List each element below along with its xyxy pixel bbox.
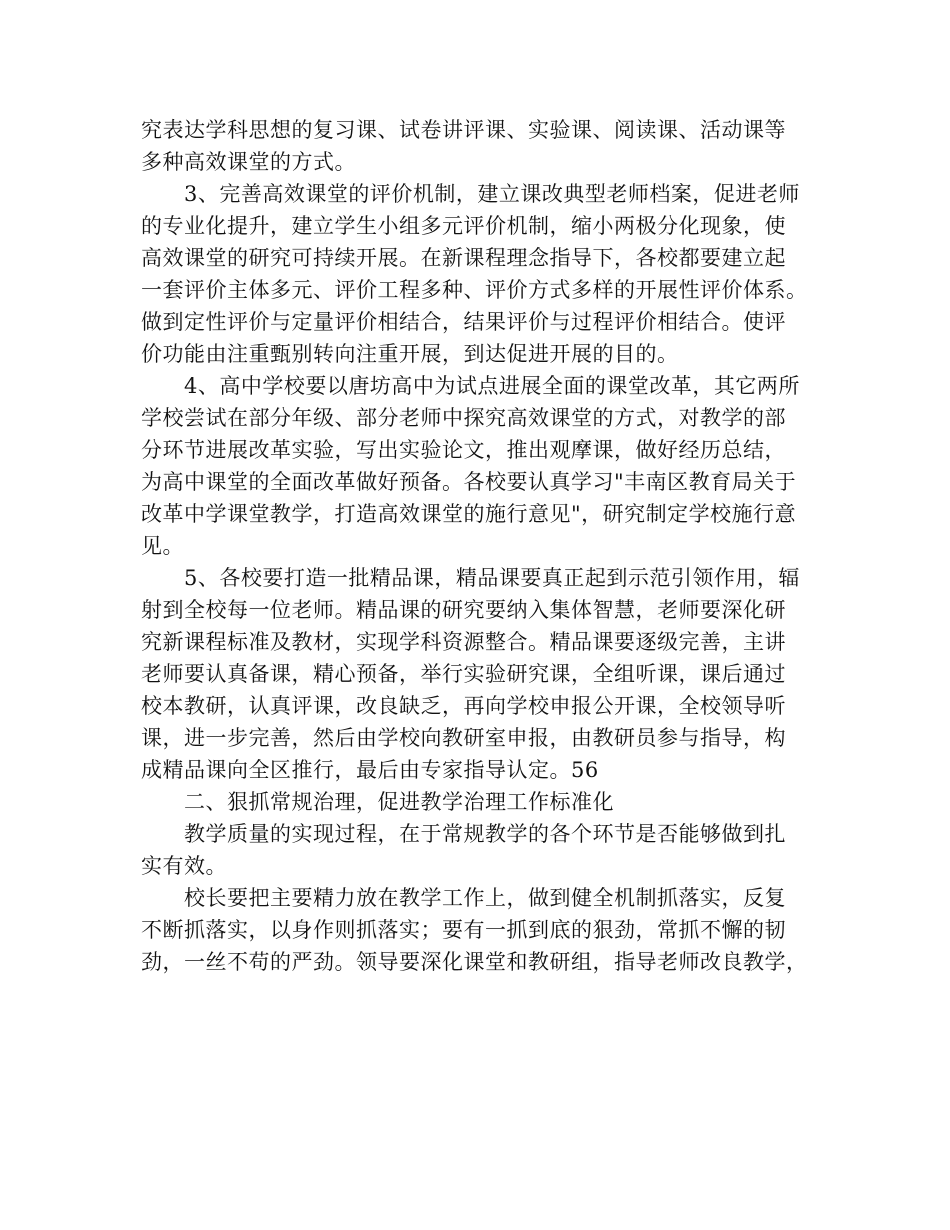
text-line: 价功能由注重甄别转向注重开展，到达促进开展的目的。 [141, 342, 679, 366]
text-line: 究新课程标准及教材，实现学科资源整合。精品课要逐级完善，主讲 [141, 630, 786, 654]
text-line: 不断抓落实，以身作则抓落实；要有一抓到底的狠劲，常抓不懈的韧 [141, 918, 786, 942]
text-line: 成精品课向全区推行，最后由专家指导认定。56 [141, 758, 599, 782]
text-line: 3、完善高效课堂的评价机制，建立课改典型老师档案，促进老师 [184, 182, 800, 206]
text-line: 二、狠抓常规治理，促进教学治理工作标准化 [184, 790, 614, 814]
text-line: 校长要把主要精力放在教学工作上，做到健全机制抓落实，反复 [184, 886, 786, 910]
body-text [141, 114, 831, 978]
text-line: 射到全校每一位老师。精品课的研究要纳入集体智慧，老师要深化研 [141, 598, 786, 622]
text-line: 做到定性评价与定量评价相结合，结果评价与过程评价相结合。使评 [141, 310, 786, 334]
text-line: 5、各校要打造一批精品课，精品课要真正起到示范引领作用，辐 [184, 566, 800, 590]
text-line: 劲，一丝不苟的严劲。领导要深化课堂和教研组，指导老师改良教学， [141, 950, 808, 974]
text-line: 究表达学科思想的复习课、试卷讲评课、实验课、阅读课、活动课等 [141, 118, 786, 142]
text-line: 校本教研，认真评课，改良缺乏，再向学校申报公开课，全校领导听 [141, 694, 786, 718]
text-line: 教学质量的实现过程，在于常规教学的各个环节是否能够做到扎 [184, 822, 786, 846]
text-line: 多种高效课堂的方式。 [141, 150, 356, 174]
text-line: 的专业化提升，建立学生小组多元评价机制，缩小两极分化现象，使 [141, 214, 786, 238]
text-line: 改革中学课堂教学，打造高效课堂的施行意见"，研究制定学校施行意 [141, 502, 797, 526]
text-line: 老师要认真备课，精心预备，举行实验研究课，全组听课，课后通过 [141, 662, 786, 686]
text-line: 课，进一步完善，然后由学校向教研室申报，由教研员参与指导，构 [141, 726, 786, 750]
text-line: 分环节进展改革实验，写出实验论文，推出观摩课，做好经历总结， [141, 438, 786, 462]
text-line: 学校尝试在部分年级、部分老师中探究高效课堂的方式，对教学的部 [141, 406, 786, 430]
text-line: 实有效。 [141, 854, 227, 878]
text-line: 见。 [141, 534, 184, 558]
text-line: 高效课堂的研究可持续开展。在新课程理念指导下，各校都要建立起 [141, 246, 786, 270]
text-line: 一套评价主体多元、评价工程多种、评价方式多样的开展性评价体系。 [141, 278, 808, 302]
text-line: 4、高中学校要以唐坊高中为试点进展全面的课堂改革，其它两所 [184, 374, 800, 398]
text-line: 为高中课堂的全面改革做好预备。各校要认真学习"丰南区教育局关于 [141, 470, 797, 494]
